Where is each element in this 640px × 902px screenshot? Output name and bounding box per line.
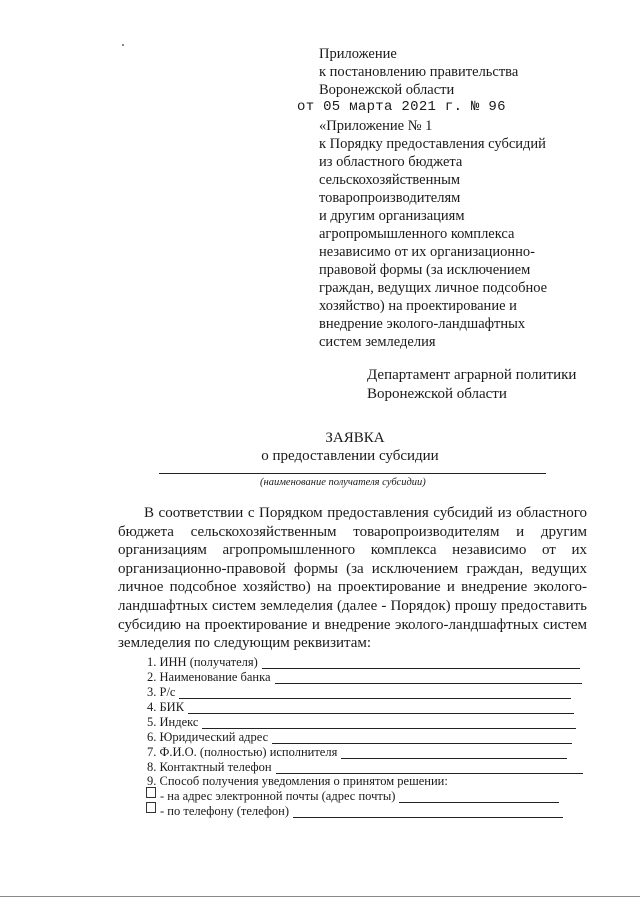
appendix-line: из областного бюджета	[319, 154, 463, 170]
body-line: бюджета сельскохозяйственным товаропроизводителям и другим	[118, 523, 587, 540]
appendix-line: «Приложение № 1	[319, 118, 433, 134]
recipient-line-1: Департамент аграрной политики	[367, 367, 577, 383]
appendix-line: к Порядку предоставления субсидий	[319, 136, 546, 152]
appendix-line: граждан, ведущих личное подсобное	[319, 280, 548, 296]
field-label: 3. Р/с	[147, 685, 176, 699]
field-label: 2. Наименование банка	[147, 670, 271, 684]
appendix-line: внедрение эколого-ландшафтных	[319, 316, 526, 332]
appendix-line: и другим организациям	[319, 208, 465, 224]
document-subtitle: о предоставлении субсидии	[261, 448, 439, 464]
appendix-line: товаропроизводителям	[319, 190, 461, 206]
notification-label: 9. Способ получения уведомления о принятом решении:	[147, 774, 448, 788]
option-label: - на адрес электронной почты (адрес почты)	[160, 789, 396, 803]
notification-option-phone	[160, 801, 563, 818]
body-line: земледелия по следующим реквизитам:	[118, 635, 372, 652]
field-label: 8. Контактный телефон	[147, 760, 272, 774]
scan-speck	[122, 44, 124, 46]
body-line: субсидию на проектирование и внедрение эколого-ландшафтных систем	[118, 616, 587, 633]
field-label: 7. Ф.И.О. (полностью) исполнителя	[147, 745, 338, 759]
page-bottom-edge	[0, 896, 640, 897]
recipient-line-2: Воронежской области	[367, 386, 507, 402]
header-line-1: Приложение	[319, 46, 397, 62]
body-line: В соответствии с Порядком предоставления субсидий из областного	[144, 505, 587, 521]
option-label: - по телефону (телефон)	[160, 804, 290, 818]
appendix-line: агропромышленного комплекса	[319, 226, 515, 242]
field-label: 1. ИНН (получателя)	[147, 655, 258, 669]
appendix-line: хозяйство) на проектирование и	[319, 298, 517, 314]
appendix-line: независимо от их организационно-	[319, 244, 535, 260]
document-title: ЗАЯВКА	[325, 430, 385, 446]
appendix-line: систем земледелия	[319, 334, 436, 350]
header-line-3: Воронежской области	[319, 82, 455, 98]
field-label: 6. Юридический адрес	[147, 730, 269, 744]
body-line: организациям агропромышленного комплекса независимо от их	[118, 542, 587, 559]
phone-checkbox[interactable]	[146, 802, 156, 813]
field-label: 4. БИК	[147, 700, 185, 714]
body-paragraph	[118, 504, 587, 653]
body-line: ландшафтных систем земледелия (далее - Порядок) прошу предоставить	[118, 597, 587, 614]
appendix-line: правовой формы (за исключением	[319, 262, 531, 278]
email-checkbox[interactable]	[146, 787, 156, 798]
recipient-caption: (наименование получателя субсидии)	[260, 477, 426, 488]
appendix-line: сельскохозяйственным	[319, 172, 461, 188]
phone-input-line[interactable]	[293, 806, 563, 818]
body-line: личное подсобное хозяйство) на проектирование и внедрение эколого-	[118, 579, 587, 596]
header-line-2: к постановлению правительства	[319, 64, 519, 80]
body-line: организационно-правовой формы (за исключением граждан, ведущих	[118, 560, 587, 577]
field-label: 5. Индекс	[147, 715, 199, 729]
decree-line: от 05 марта 2021 г. № 96	[297, 99, 506, 115]
recipient-name-line	[159, 473, 546, 474]
